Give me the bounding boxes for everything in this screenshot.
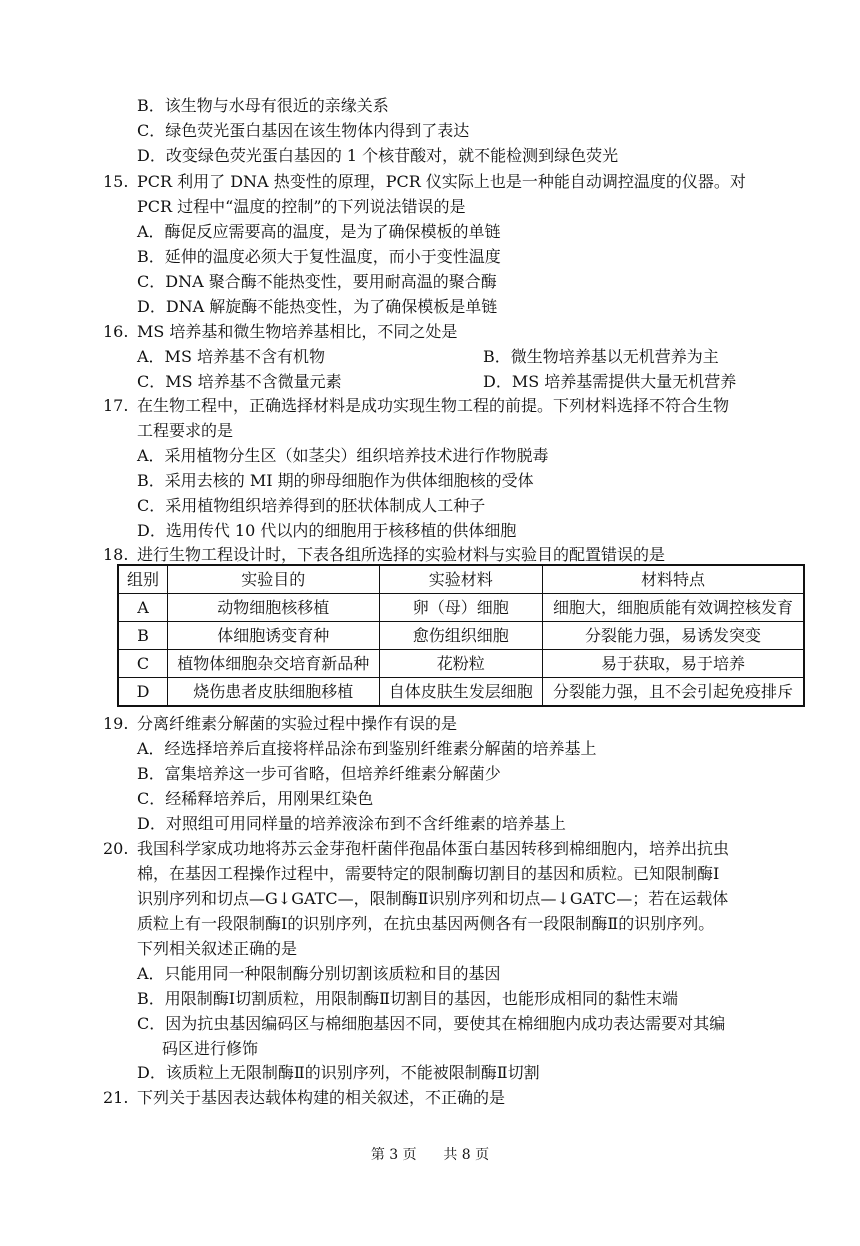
table-cell: 自体皮肤生发层细胞	[379, 678, 542, 707]
table-row	[118, 678, 804, 707]
q17-option-b: B．采用去核的 MⅠ 期的卵母细胞作为供体细胞核的受体	[137, 471, 534, 490]
q20-number: 20.	[103, 839, 129, 858]
q20-stem-line5: 下列相关叙述正确的是	[137, 939, 298, 958]
table-cell: 卵（母）细胞	[379, 594, 542, 622]
table-cell: 易于获取，易于培养	[543, 650, 804, 678]
q16-number: 16.	[103, 322, 129, 341]
q19-option-b: B．富集培养这一步可省略，但培养纤维素分解菌少	[137, 764, 501, 783]
q14-option-b: B．该生物与水母有很近的亲缘关系	[137, 96, 389, 115]
table-cell: C	[118, 650, 168, 678]
q15-stem-line1: PCR 利用了 DNA 热变性的原理，PCR 仪实际上也是一种能自动调控温度的仪器。对	[137, 172, 746, 191]
q16-option-a: A．MS 培养基不含有机物	[137, 347, 325, 366]
q16-option-c: C．MS 培养基不含微量元素	[137, 372, 342, 391]
q20-option-c-line2: 码区进行修饰	[162, 1039, 259, 1058]
table-cell: 花粉粒	[379, 650, 542, 678]
table-cell: 植物体细胞杂交培育新品种	[168, 650, 379, 678]
q19-stem: 分离纤维素分解菌的实验过程中操作有误的是	[137, 714, 458, 733]
table-cell: A	[118, 594, 168, 622]
q20-stem-line4: 质粒上有一段限制酶Ⅰ的识别序列，在抗虫基因两侧各有一段限制酶Ⅱ的识别序列。	[137, 914, 715, 933]
q15-option-b: B．延伸的温度必须大于复性温度，而小于变性温度	[137, 247, 501, 266]
q20-option-c-line1: C．因为抗虫基因编码区与棉细胞基因不同，要使其在棉细胞内成功表达需要对其编	[137, 1014, 726, 1033]
table-cell: 分裂能力强，易诱发突变	[543, 622, 804, 650]
q16-stem: MS 培养基和微生物培养基相比，不同之处是	[137, 322, 458, 341]
q15-number: 15.	[103, 172, 129, 191]
q17-stem-line1: 在生物工程中，正确选择材料是成功实现生物工程的前提。下列材料选择不符合生物	[137, 396, 730, 415]
table-header-cell: 实验目的	[168, 565, 379, 594]
q17-option-c: C．采用植物组织培养得到的胚状体制成人工种子	[137, 496, 486, 515]
table-header-cell: 组别	[118, 565, 168, 594]
q20-option-a: A．只能用同一种限制酶分别切割该质粒和目的基因	[137, 964, 501, 983]
table-row	[118, 622, 804, 650]
q16-option-d: D．MS 培养基需提供大量无机营养	[483, 372, 737, 391]
table-header-row	[118, 565, 804, 594]
q20-option-b: B．用限制酶Ⅰ切割质粒，用限制酶Ⅱ切割目的基因，也能形成相同的黏性末端	[137, 989, 678, 1008]
q14-option-c: C．绿色荧光蛋白基因在该生物体内得到了表达	[137, 121, 470, 140]
q17-number: 17.	[103, 396, 129, 415]
q20-stem-line2: 棉，在基因工程操作过程中，需要特定的限制酶切割目的基因和质粒。已知限制酶Ⅰ	[137, 864, 720, 883]
q19-option-a: A．经选择培养后直接将样品涂布到鉴别纤维素分解菌的培养基上	[137, 739, 597, 758]
page-footer: 第 3 页 共 8 页	[370, 1147, 490, 1163]
table-cell: B	[118, 622, 168, 650]
table-cell: D	[118, 678, 168, 707]
table-cell: 分裂能力强，且不会引起免疫排斥	[543, 678, 804, 707]
table-header-cell: 实验材料	[379, 565, 542, 594]
q20-stem-line1: 我国科学家成功地将苏云金芽孢杆菌伴孢晶体蛋白基因转移到棉细胞内，培养出抗虫	[137, 839, 730, 858]
q15-option-a: A．酶促反应需要高的温度，是为了确保模板的单链	[137, 222, 501, 241]
table-cell: 愈伤组织细胞	[379, 622, 542, 650]
q18-stem: 进行生物工程设计时，下表各组所选择的实验材料与实验目的配置错误的是	[137, 545, 666, 564]
q19-number: 19.	[103, 714, 129, 733]
q20-option-d: D．该质粒上无限制酶Ⅱ的识别序列，不能被限制酶Ⅱ切割	[137, 1063, 540, 1082]
q16-option-b: B．微生物培养基以无机营养为主	[483, 347, 719, 366]
q18-number: 18.	[103, 545, 129, 564]
q14-option-d: D．改变绿色荧光蛋白基因的 1 个核苷酸对，就不能检测到绿色荧光	[137, 146, 619, 165]
table-row	[118, 594, 804, 622]
q21-number: 21.	[103, 1088, 129, 1107]
q15-option-c: C．DNA 聚合酶不能热变性，要用耐高温的聚合酶	[137, 272, 497, 291]
q18-table	[117, 564, 805, 707]
q19-option-c: C．经稀释培养后，用刚果红染色	[137, 789, 374, 808]
q19-option-d: D．对照组可用同样量的培养液涂布到不含纤维素的培养基上	[137, 814, 566, 833]
q17-stem-line2: 工程要求的是	[137, 421, 234, 440]
table-row	[118, 650, 804, 678]
table-cell: 动物细胞核移植	[168, 594, 379, 622]
table-cell: 体细胞诱变育种	[168, 622, 379, 650]
q15-stem-line2: PCR 过程中“温度的控制”的下列说法错误的是	[137, 197, 466, 216]
q17-option-d: D．选用传代 10 代以内的细胞用于核移植的供体细胞	[137, 521, 517, 540]
q21-stem: 下列关于基因表达载体构建的相关叙述，不正确的是	[137, 1088, 506, 1107]
q17-option-a: A．采用植物分生区（如茎尖）组织培养技术进行作物脱毒	[137, 446, 549, 465]
q20-stem-line3: 识别序列和切点—G↓GATC—，限制酶Ⅱ识别序列和切点—↓GATC—；若在运载体	[137, 889, 729, 908]
q15-option-d: D．DNA 解旋酶不能热变性，为了确保模板是单链	[137, 297, 498, 316]
table-cell: 细胞大，细胞质能有效调控核发育	[543, 594, 804, 622]
table-header-cell: 材料特点	[543, 565, 804, 594]
table-cell: 烧伤患者皮肤细胞移植	[168, 678, 379, 707]
